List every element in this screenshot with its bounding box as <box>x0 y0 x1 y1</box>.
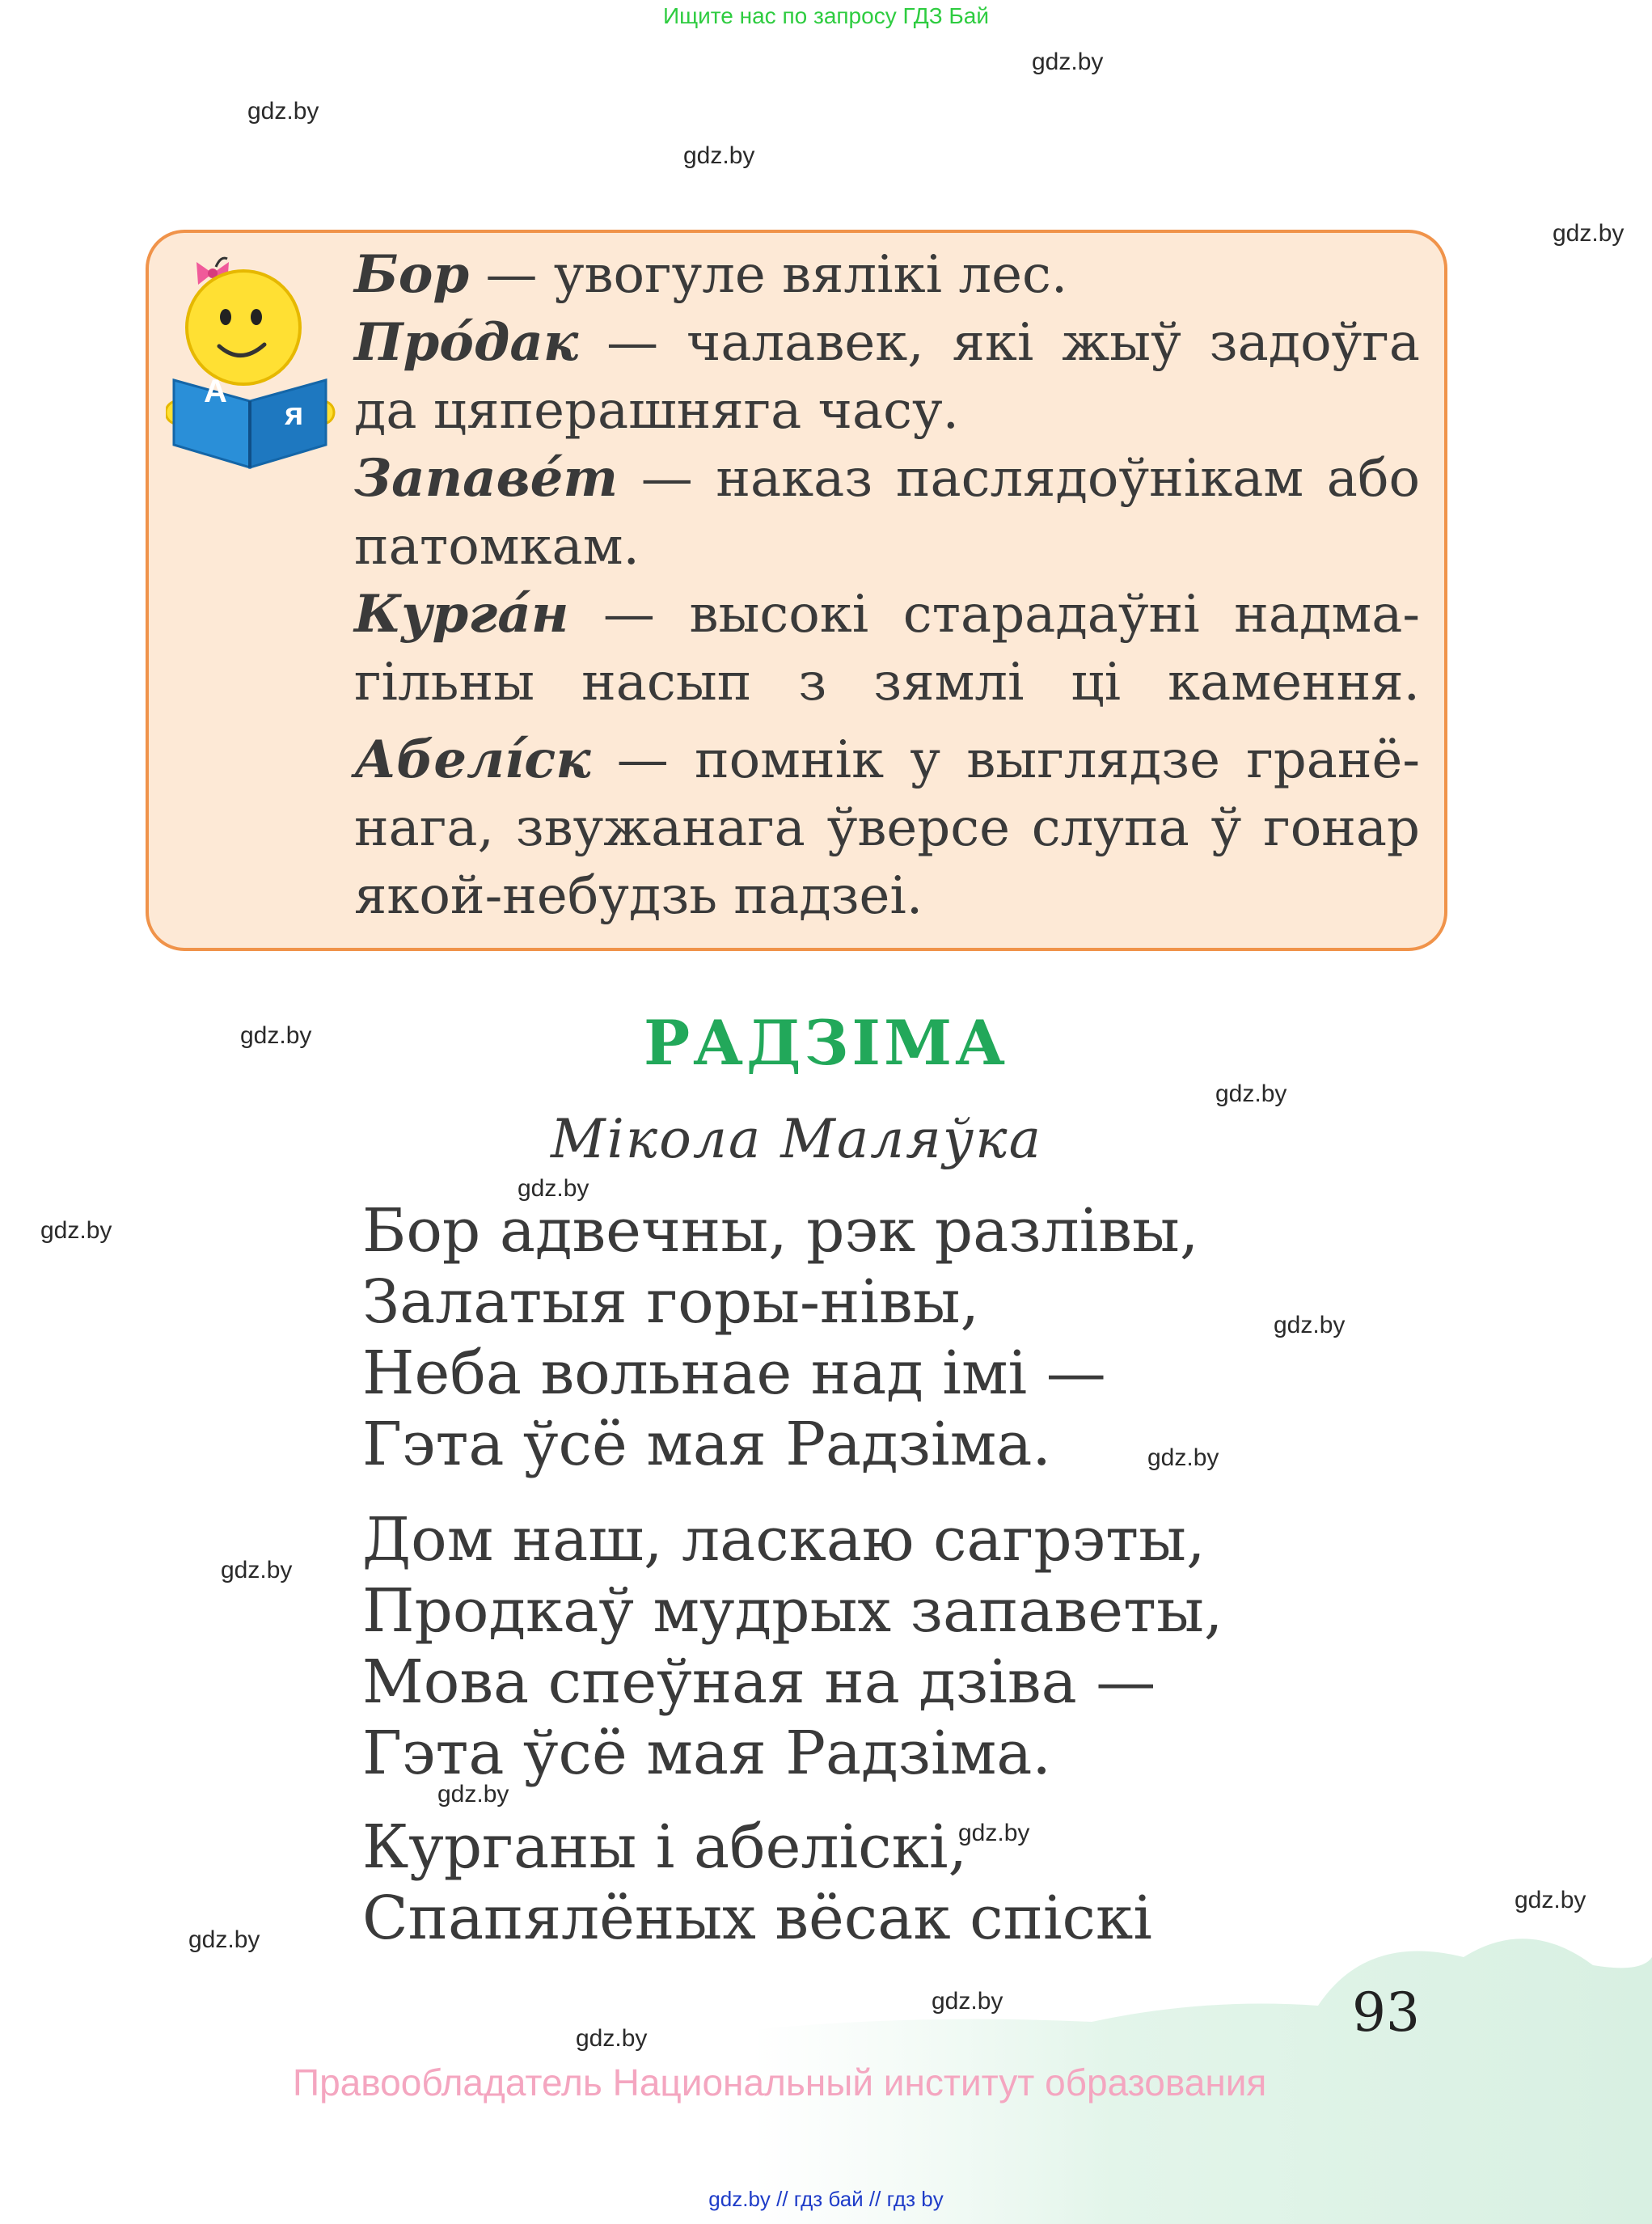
watermark: gdz.by <box>437 1781 509 1808</box>
footer-links[interactable]: gdz.by // гдз бай // гдз by <box>708 2187 944 2211</box>
watermark: gdz.by <box>1032 49 1104 75</box>
poem-line: Продкаў мудрых запаветы, <box>362 1576 1223 1646</box>
definition-text: — наказ паслядоўнікам або <box>618 449 1420 509</box>
smiley-reading-book-icon <box>166 251 336 469</box>
definition-abelisk <box>354 726 1420 794</box>
definition-text: — высокі старадаўні надма- <box>568 585 1420 645</box>
poem-line: Спапялёных вёсак спіскі <box>362 1884 1152 1953</box>
poem-line: Гэта ўсё мая Радзіма. <box>362 1719 1051 1788</box>
search-hint: Ищите нас по запросу ГДЗ Бай <box>662 3 990 28</box>
poem-line: Гэта ўсё мая Радзіма. <box>362 1410 1051 1479</box>
definition-kurgan <box>354 581 1420 649</box>
watermark: gdz.by <box>188 1926 260 1953</box>
watermark: gdz.by <box>1553 220 1625 247</box>
definition-term: Курга́н <box>354 584 569 645</box>
definition-continuation: да цяперашняга часу. <box>354 381 959 441</box>
poem-title: РАДЗІМА <box>643 1007 1008 1079</box>
watermark: gdz.by <box>518 1175 589 1202</box>
definition-text: — увогуле вялікі лес. <box>469 245 1068 305</box>
definition-continuation: патомкам. <box>354 517 640 577</box>
poem-line: Бор адвечны, рэк разлівы, <box>362 1196 1199 1266</box>
watermark: gdz.by <box>1215 1080 1287 1107</box>
watermark: gdz.by <box>221 1557 293 1583</box>
watermark: gdz.by <box>240 1022 312 1049</box>
definition-zapavet <box>354 445 1420 513</box>
definition-term: Запаве́т <box>354 448 619 509</box>
definition-term: Про́дак <box>354 312 579 373</box>
definition-term: Бор <box>354 244 470 305</box>
poem-line: Мова спеўная на дзіва — <box>362 1647 1156 1717</box>
copyright-notice: Правообладатель Национальный институт образования <box>293 2061 1267 2103</box>
definition-continuation: якой-небудзь падзеі. <box>354 866 923 926</box>
book-letter-ya: я <box>285 396 304 432</box>
definition-prodak <box>354 309 1420 377</box>
definition-text: — чалавек, які жыў задоўга <box>578 313 1420 373</box>
poem-line: Неба вольнае над імі — <box>362 1338 1106 1408</box>
watermark: gdz.by <box>1147 1444 1219 1471</box>
definition-bor <box>354 241 1067 309</box>
poem-author: Мікола Маляўка <box>551 1108 1042 1170</box>
watermark: gdz.by <box>1515 1887 1587 1913</box>
definition-text: — помнік у выглядзе гранё- <box>590 730 1420 790</box>
watermark: gdz.by <box>1274 1312 1346 1338</box>
watermark: gdz.by <box>683 142 755 169</box>
poem-line: Дом наш, ласкаю сагрэты, <box>362 1505 1206 1575</box>
watermark: gdz.by <box>932 1988 1003 2015</box>
definition-term: Абелі́ск <box>354 729 591 790</box>
poem-line: Курганы і абеліскі, <box>362 1812 968 1882</box>
book-letter-a: А <box>204 374 227 409</box>
poem-line: Залатыя горы-нівы, <box>362 1267 980 1337</box>
definition-continuation: нага, звужанага ўверсе слупа ў гонар <box>354 798 1420 858</box>
watermark: gdz.by <box>576 2025 648 2052</box>
watermark: gdz.by <box>40 1217 112 1244</box>
definition-continuation: гільны насып з зямлі ці камення. <box>354 653 1420 712</box>
watermark: gdz.by <box>958 1820 1030 1846</box>
watermark: gdz.by <box>247 98 319 125</box>
page-number: 93 <box>1352 1981 1420 2044</box>
